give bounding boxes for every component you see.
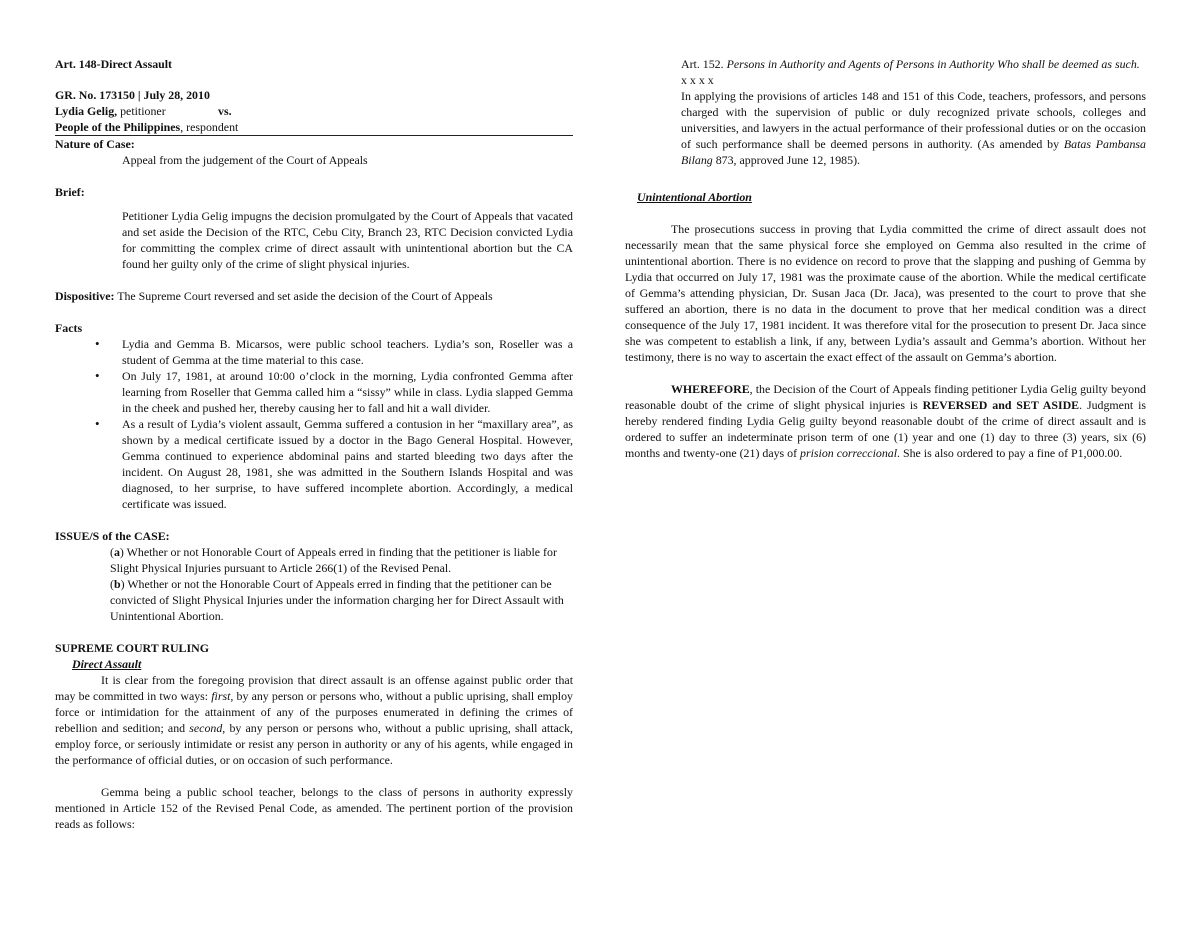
para4-part: . She is also ordered to pay a fine of P1,000.00. <box>897 446 1123 460</box>
art152-heading <box>625 56 1146 72</box>
nature-label: Nature of Case: <box>55 137 135 151</box>
wherefore-label: WHEREFORE <box>671 382 750 396</box>
para1-part: It is clear from the foregoing provision that direct assault is an offense against public order that may be committed in two ways: <box>55 673 573 703</box>
dispositive-label: Dispositive: <box>55 289 115 303</box>
respondent-role: , respondent <box>180 120 239 134</box>
left-column <box>55 56 573 832</box>
issue-b-text: Whether or not the Honorable Court of Appeals erred in finding that the petitioner can be convicted of Slight Physical Injuries under the information charging her for Direct Assault with Unintentional Abortion. <box>110 577 564 623</box>
issue-b-mark: b <box>113 577 121 591</box>
case-parties <box>55 103 573 135</box>
nature-text: Appeal from the judgement of the Court of Appeals <box>122 153 368 167</box>
fact-item: • As a result of Lydia’s violent assault, Gemma suffered a contusion in her “maxillary area”, as shown by a medical certificate issued by a doctor in the Bago General Hospital. However, Gemma continued to experience abdominal pains and started bleeding two days after the incident. On August 28, 1981, she was admitted in the Southern Islands Hospital and was diagnosed, to her surprise, to have suffered incomplete abortion. Accordingly, a medical certificate was issued. <box>122 416 573 512</box>
case-number: GR. No. 173150 | July 28, 2010 <box>55 88 210 102</box>
direct-assault-heading <box>55 656 573 672</box>
petitioner-line <box>55 103 166 119</box>
issues-label: ISSUE/S of the CASE: <box>55 529 170 543</box>
issue-a-mark: a <box>113 545 120 559</box>
respondent-line <box>55 119 238 135</box>
art152-part: 873, approved June 12, 1985). <box>712 153 861 167</box>
dispositive-text: The Supreme Court reversed and set aside the decision of the Court of Appeals <box>114 289 493 303</box>
para1-first: first, <box>211 689 234 703</box>
petitioner-name: Lydia Gelig, <box>55 104 118 118</box>
art152-label: Art. 152. <box>681 57 727 71</box>
dispositive <box>55 288 573 304</box>
unintentional-label: Unintentional Abortion <box>637 190 752 204</box>
prision-correccional: prision correccional <box>800 446 898 460</box>
reversed-label: REVERSED and SET ASIDE <box>922 398 1080 412</box>
unintentional-heading <box>625 189 1146 205</box>
brief-label: Brief: <box>55 185 85 199</box>
issue-a-text: Whether or not Honorable Court of Appeals erred in finding that the petitioner is liable for Slight Physical Injuries pursuant to Article 266(1) of the Revised Penal. <box>110 545 557 575</box>
para4-part: , the Decision of the Court of Appeals finding petitioner Lydia Gelig guilty beyond reasonable doubt of the crime of slight physical injuries is <box>625 382 1146 412</box>
art152-part: In applying the provisions of articles 148 and 151 of this Code, teachers, professors, and persons charged with the supervision of public or duly recognized private schools, colleges and universities, and lawyers in the actual performance of their professional duties or on the occasion of such performance shall be deemed persons in authority. (As amended by <box>681 89 1146 151</box>
fact-item: • Lydia and Gemma B. Micarsos, were public school teachers. Lydia’s son, Roseller was a student of Gemma at the time material to this case. <box>122 336 573 368</box>
respondent-name: People of the Philippines <box>55 120 181 134</box>
para1-second: second, <box>189 721 226 735</box>
direct-assault-label: Direct Assault <box>72 657 142 671</box>
art152-title: Persons in Authority and Agents of Persons in Authority Who shall be deemed as such. <box>726 57 1140 71</box>
wherefore-paragraph <box>625 381 1146 461</box>
batas-pambansa: Batas Pambansa Bilang <box>681 137 1146 167</box>
para1-part: by any person or persons who, without a public uprising, shall employ force or intimidation for the attainment of any of the purposes enumerated in defining the crimes of rebellion and sedition; and <box>55 689 573 735</box>
article-title: Art. 148-Direct Assault <box>55 57 173 71</box>
right-column <box>625 56 1146 461</box>
para1-part: by any person or persons who, without a public uprising, shall attack, employ force, or seriously intimidate or resist any person in authority or any of his agents, while engaged in the performance of official duties, or on occasion of such performance. <box>55 721 573 767</box>
ruling-paragraph-1 <box>55 672 573 768</box>
versus: vs. <box>218 104 232 118</box>
ruling-paragraph-3: The prosecutions success in proving that Lydia committed the crime of direct assault does not necessarily mean that the same physical force she employed on Gemma also resulted in the crime of unintentional abortion. There is no evidence on record to prove that the slapping and pushing of Gemma by Lydia that occurred on July 17, 1981 was the proximate cause of the abortion. While the medical certificate of Gemma’s attending physician, Dr. Susan Jaca (Dr. Jaca), was presented to the court to prove that she suffered an abortion, there is no data in the document to prove that her medical condition was a direct consequence of the July 17, 1981 incident. It was therefore vital for the prosecution to present Dr. Jaca since she was competent to establish a link, if any, between Lydia’s assault and Gemma’s abortion. Without her testimony, there is no way to ascertain the exact effect of the assault on Gemma’s abortion. <box>625 222 1146 364</box>
fact-item: • On July 17, 1981, at around 10:00 o’clock in the morning, Lydia confronted Gemma after learning from Roseller that Gemma called him a “sissy” while in class. Lydia slapped Gemma in the cheek and pushed her, thereby causing her to fall and hit a wall divider. <box>122 368 573 416</box>
petitioner-role: petitioner <box>120 104 166 118</box>
facts-list <box>55 336 573 512</box>
issue-a: (a) Whether or not Honorable Court of Appeals erred in finding that the petitioner is liable for Slight Physical Injuries pursuant to Article 266(1) of the Revised Penal. <box>110 545 557 575</box>
facts-label: Facts <box>55 321 83 335</box>
ruling-label: SUPREME COURT RULING <box>55 641 209 655</box>
art152-text <box>625 88 1146 168</box>
ruling-paragraph-2: Gemma being a public school teacher, belongs to the class of persons in authority expressly mentioned in Article 152 of the Revised Penal Code, as amended. The pertinent portion of the provision reads as follows: <box>55 785 573 831</box>
brief-text: Petitioner Lydia Gelig impugns the decision promulgated by the Court of Appeals that vacated and set aside the Decision of the RTC, Cebu City, Branch 23, RTC Decision convicted Lydia for committing the complex crime of direct assault with unintentional abortion but the CA found her guilty only of the crime of slight physical injuries. <box>122 209 573 271</box>
para4-part: . Judgment is hereby rendered finding Lydia Gelig guilty beyond reasonable doubt of the crime of direct assault and is ordered to suffer an indeterminate prison term of one (1) year and one (1) day to three (3) years, six (6) months and twenty-one (21) days of <box>625 398 1146 460</box>
issue-b: (b) Whether or not the Honorable Court of Appeals erred in finding that the petitioner can be convicted of Slight Physical Injuries under the information charging her for Direct Assault with Unintentional Abortion. <box>110 577 564 623</box>
ellipsis-marker: x x x x <box>681 73 714 87</box>
